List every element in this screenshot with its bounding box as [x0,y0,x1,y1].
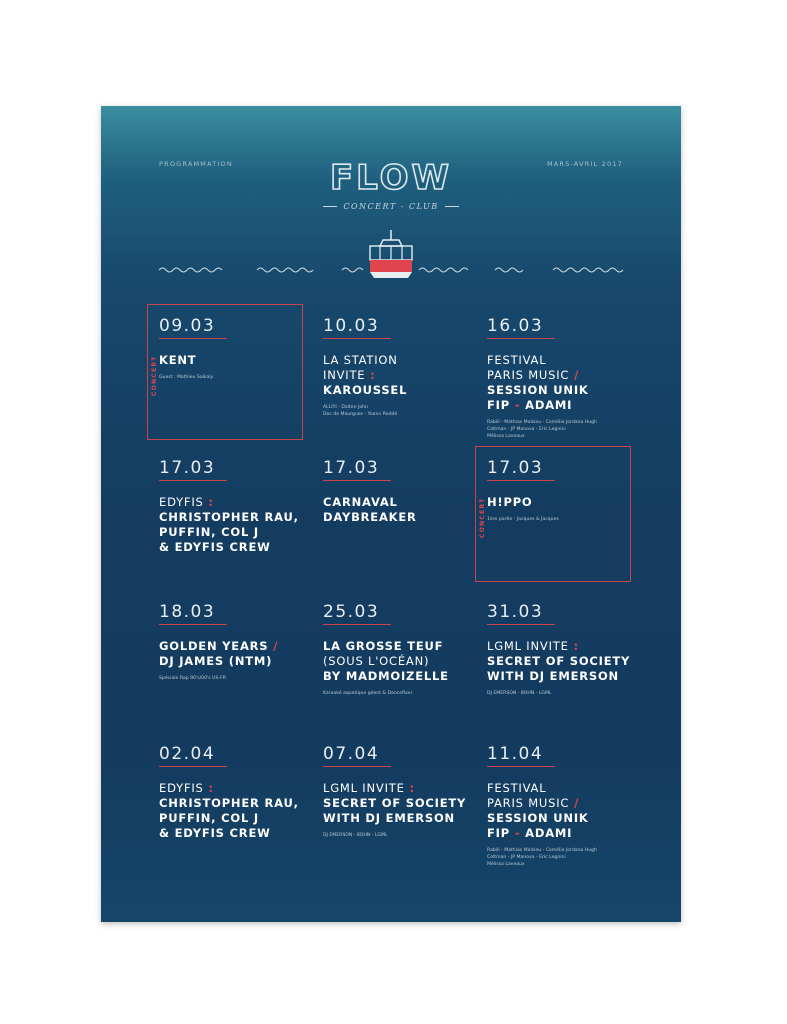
date-range-label: MARS-AVRIL 2017 [546,160,623,168]
event-title-line [487,495,637,510]
event-card [323,458,473,525]
event-card [323,744,473,839]
event-date: 09.03 [159,316,216,336]
event-detail-line: Rabill - Mathias Malzieu - Camélia Jordana Hugh [487,848,597,853]
date-underline [159,624,227,625]
event-detail-line: DJ EMERSON - 8OHN - LGML [323,833,388,838]
title-text: KAROUSSEL [323,383,408,397]
title-accent: / [569,796,580,810]
event-title-line [323,811,473,826]
title-text: CARNAVAL [323,495,398,509]
event-title [487,353,637,413]
date-underline [323,766,391,767]
event-title-line [159,781,309,796]
event-title-line [487,796,637,811]
date-underline [159,766,227,767]
event-title [159,639,309,669]
title-text: FESTIVAL [487,353,547,367]
title-text: FIP [487,826,510,840]
event-detail-line: Karaoké aquatique géant & Dancefloor [323,691,413,696]
event-title-line [487,398,637,413]
title-accent: - [509,398,526,412]
title-text: ADAMI [525,398,573,412]
title-text: FIP [487,398,510,412]
event-title-line [159,796,309,811]
event-detail-line: 1ère partie : Jacques & Jacques [487,517,559,522]
title-accent: - [509,826,526,840]
event-title [487,781,637,841]
title-accent: : [365,368,376,382]
date-underline [487,624,555,625]
title-text: H!PPO [487,495,533,509]
title-text: WITH DJ EMERSON [487,669,619,683]
event-card [487,458,637,523]
event-detail-line: Doc de Mourgues - Yoann Reddé [323,412,398,417]
event-detail-line: Coltman - JP Manova - Eric Legnini [487,427,566,432]
title-text: LA GROSSE TEUF [323,639,444,653]
event-title-line [159,826,309,841]
title-text: SECRET OF SOCIETY [323,796,467,810]
event-title-line [323,654,473,669]
event-card [487,744,637,868]
title-accent: : [203,495,214,509]
event-detail [323,690,473,697]
event-detail [487,419,637,440]
title-accent: : [404,781,415,795]
title-accent: / [268,639,279,653]
event-detail-line: Rabill - Mathias Malzieu - Camélia Jordana Hugh [487,420,597,425]
events-grid [101,106,681,922]
title-accent: : [568,639,579,653]
title-text: LGML INVITE [487,639,569,653]
title-text: SESSION UNIK [487,811,589,825]
event-title-line [323,368,473,383]
title-text: EDYFIS [159,781,204,795]
title-text: PUFFIN, COL J [159,525,259,539]
event-date: 17.03 [487,458,544,478]
event-title-line [323,383,473,398]
date-underline [323,480,391,481]
title-text: SECRET OF SOCIETY [487,654,631,668]
title-text: LGML INVITE [323,781,405,795]
title-text: & EDYFIS CREW [159,826,271,840]
event-detail [159,675,309,682]
logo-subtitle: CONCERT - CLUB [343,202,439,211]
event-card [159,316,309,381]
date-underline [487,338,555,339]
event-title [487,639,637,684]
event-card [159,602,309,682]
title-text: FESTIVAL [487,781,547,795]
event-title-line [159,540,309,555]
event-card [487,316,637,440]
title-text: SESSION UNIK [487,383,589,397]
event-detail-line: Mélissa Laveaux [487,862,525,867]
event-card [323,602,473,697]
event-date: 18.03 [159,602,216,622]
title-text: LA STATION [323,353,398,367]
event-card [323,316,473,418]
title-text: DAYBREAKER [323,510,417,524]
date-underline [159,480,227,481]
title-text: PARIS MUSIC [487,368,570,382]
poster [101,106,681,922]
event-title-line [487,639,637,654]
event-title [323,639,473,684]
event-date: 07.04 [323,744,380,764]
date-underline [159,338,227,339]
event-detail [487,516,637,523]
event-detail-line: Mélissa Laveaux [487,434,525,439]
event-title-line [487,781,637,796]
title-text: (SOUS L'OCÉAN) [323,654,430,668]
title-text: CHRISTOPHER RAU, [159,796,299,810]
event-title-line [323,669,473,684]
event-title [159,353,309,368]
event-date: 11.04 [487,744,544,764]
event-title-line [487,669,637,684]
event-title-line [487,353,637,368]
event-detail [323,404,473,418]
title-accent: / [569,368,580,382]
date-underline [487,766,555,767]
event-detail [487,847,637,868]
event-detail-line: Coltman - JP Manova - Eric Legnini [487,855,566,860]
title-text: PARIS MUSIC [487,796,570,810]
event-title-line [487,654,637,669]
event-title-line [159,811,309,826]
title-text: INVITE [323,368,366,382]
date-underline [487,480,555,481]
event-date: 25.03 [323,602,380,622]
event-title-line [323,796,473,811]
event-title [323,353,473,398]
title-text: PUFFIN, COL J [159,811,259,825]
event-card [487,602,637,697]
event-title-line [159,654,309,669]
event-title-line [487,368,637,383]
title-text: GOLDEN YEARS [159,639,269,653]
concert-tag: CONCERT [479,497,486,538]
event-detail-line: Spéciale Rap 90's/00's US-FR [159,676,226,681]
title-text: DJ JAMES (NTM) [159,654,273,668]
date-underline [323,338,391,339]
title-text: ADAMI [525,826,573,840]
event-date: 02.04 [159,744,216,764]
event-title-line [323,510,473,525]
event-title-line [159,353,309,368]
event-detail [159,374,309,381]
event-title-line [487,826,637,841]
event-title-line [487,811,637,826]
programmation-label: PROGRAMMATION [159,160,233,168]
event-title-line [323,353,473,368]
title-text: WITH DJ EMERSON [323,811,455,825]
event-title [487,495,637,510]
event-title-line [323,639,473,654]
event-card [159,458,309,555]
event-date: 17.03 [159,458,216,478]
event-card [159,744,309,841]
event-title-line [159,525,309,540]
event-detail-line: DJ EMERSON - 8OHN - LGML [487,691,552,696]
flow-logo: FLOW [329,158,453,198]
event-title-line [159,495,309,510]
event-title-line [159,639,309,654]
event-detail-line: Guest : Mathieu Saïkaly [159,375,214,380]
event-date: 16.03 [487,316,544,336]
title-text: & EDYFIS CREW [159,540,271,554]
event-title [159,495,309,555]
event-title-line [159,510,309,525]
title-accent: : [203,781,214,795]
title-text: KENT [159,353,197,367]
event-date: 10.03 [323,316,380,336]
date-underline [323,624,391,625]
event-title-line [323,495,473,510]
event-detail [323,832,473,839]
event-date: 17.03 [323,458,380,478]
title-text: EDYFIS [159,495,204,509]
title-text: CHRISTOPHER RAU, [159,510,299,524]
concert-tag: CONCERT [151,355,158,396]
event-title [323,781,473,826]
event-title [159,781,309,841]
event-title [323,495,473,525]
event-title-line [487,383,637,398]
title-text: BY MADMOIZELLE [323,669,449,683]
event-title-line [323,781,473,796]
event-detail [487,690,637,697]
event-date: 31.03 [487,602,544,622]
event-detail-line: ALLIYI - Dalton John [323,405,368,410]
